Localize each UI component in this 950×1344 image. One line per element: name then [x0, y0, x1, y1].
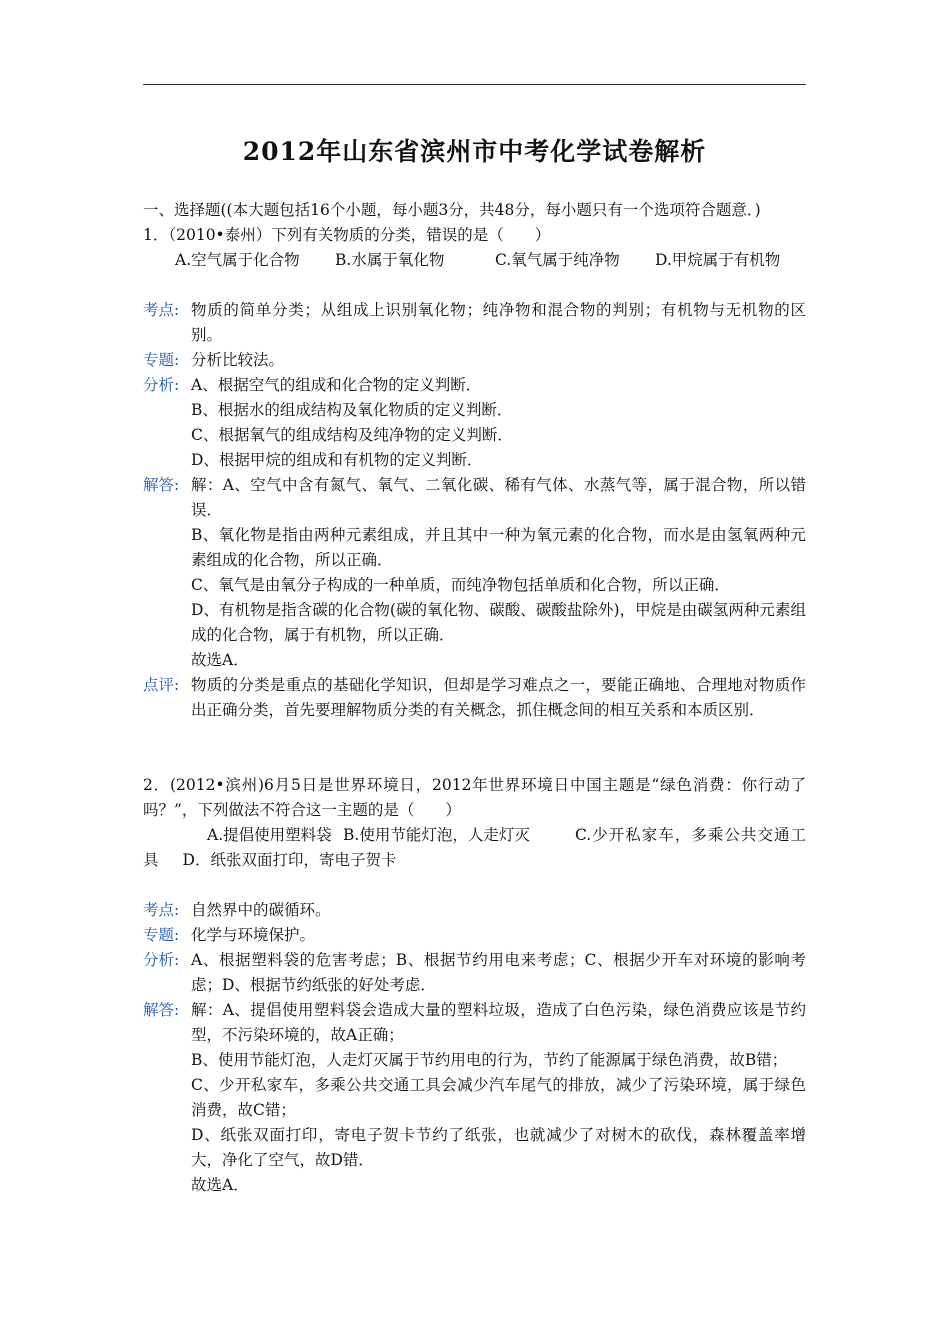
choice-c: C.氧气属于纯净物	[495, 251, 620, 269]
zhuanti-text: 分析比较法。	[191, 351, 285, 369]
fenxi-line: C、根据氧气的组成结构及纯净物的定义判断．	[191, 426, 513, 444]
fenxi-text: A、根据塑料袋的危害考虑；B、根据节约用电来考虑；C、根据少开车对环境的影响考虑；D、根据节约纸张的好处考虑．	[191, 951, 806, 994]
section-header: 一、选择题((本大题包括16个小题，每小题3分，共48分，每小题只有一个选项符合题意．)	[143, 201, 761, 219]
choice-b: B.水属于氧化物	[335, 251, 445, 269]
page-title: 2012年山东省滨州市中考化学试卷解析	[242, 137, 707, 166]
choice-c: C.少开私家车，多乘公共交通工具	[143, 826, 806, 869]
header-rule	[143, 84, 806, 85]
kaodian-label: 考点:	[143, 901, 180, 919]
jieda-line: C、氧气是由氧分子构成的一种单质，而纯净物包括单质和化合物，所以正确．	[191, 576, 730, 594]
q1-zhuanti	[143, 348, 806, 373]
question-2-stem: 2．(2012•滨州)6月5日是世界环境日，2012年世界环境日中国主题是“绿色消费：你行动了吗？”，下列做法不符合这一主题的是（ ）	[143, 776, 806, 819]
jieda-line: B、氧化物是指由两种元素组成，并且其中一种为氧元素的化合物，而水是由氢氧两种元素组成的化合物，所以正确．	[191, 526, 806, 569]
jieda-label: 解答:	[143, 476, 180, 494]
jieda-line: 解：A、提倡使用塑料袋会造成大量的塑料垃圾，造成了白色污染，绿色消费应该是节约型，不污染环境的，故A正确；	[191, 1001, 806, 1044]
zhuanti-text: 化学与环境保护。	[191, 926, 316, 944]
choice-a: A.提倡使用塑料袋	[207, 826, 332, 844]
zhuanti-label: 专题:	[143, 351, 180, 369]
jieda-line: C、少开私家车，多乘公共交通工具会减少汽车尾气的排放，减少了污染环境，属于绿色消费，故C错；	[191, 1076, 806, 1119]
question-1-stem: 1．（2010•泰州）下列有关物质的分类，错误的是（ ）	[143, 226, 551, 244]
dianping-label: 点评:	[143, 676, 180, 694]
q1-kaodian	[143, 298, 806, 348]
fenxi-line: A、根据空气的组成和化合物的定义判断．	[191, 376, 482, 394]
choice-b: B.使用节能灯泡，人走灯灭	[343, 826, 530, 844]
choice-d: D.甲烷属于有机物	[655, 251, 781, 269]
q2-jieda	[143, 998, 806, 1198]
q2-kaodian	[143, 898, 806, 923]
kaodian-label: 考点:	[143, 301, 180, 319]
jieda-line: B、使用节能灯泡，人走灯灭属于节约用电的行为，节约了能源属于绿色消费，故B错；	[191, 1051, 788, 1069]
jieda-line: 故选A．	[191, 1176, 249, 1194]
question-1-choices	[143, 248, 806, 273]
choice-a: A.空气属于化合物	[175, 251, 300, 269]
jieda-line: D、纸张双面打印，寄电子贺卡节约了纸张，也就减少了对树木的砍伐，森林覆盖率增大，净化了空气，故D错．	[191, 1126, 806, 1169]
fenxi-line: D、根据甲烷的组成和有机物的定义判断．	[191, 451, 483, 469]
choice-d: D．纸张双面打印，寄电子贺卡	[182, 851, 397, 869]
kaodian-text: 物质的简单分类；从组成上识别氧化物；纯净物和混合物的判别；有机物与无机物的区别。	[191, 301, 806, 344]
fenxi-label: 分析:	[143, 951, 180, 969]
q1-dianping	[143, 673, 806, 723]
q1-fenxi	[143, 373, 806, 473]
q2-zhuanti	[143, 923, 806, 948]
jieda-label: 解答:	[143, 1001, 180, 1019]
jieda-line: 故选A．	[191, 651, 249, 669]
zhuanti-label: 专题:	[143, 926, 180, 944]
q2-fenxi	[143, 948, 806, 998]
jieda-line: D、有机物是指含碳的化合物(碳的氧化物、碳酸、碳酸盐除外)，甲烷是由碳氢两种元素组成的化合物，属于有机物，所以正确．	[191, 601, 806, 644]
dianping-text: 物质的分类是重点的基础化学知识，但却是学习难点之一，要能正确地、合理地对物质作出正确分类，首先要理解物质分类的有关概念，抓住概念间的相互关系和本质区别．	[191, 676, 806, 719]
kaodian-text: 自然界中的碳循环。	[191, 901, 331, 919]
fenxi-line: B、根据水的组成结构及氧化物质的定义判断．	[191, 401, 513, 419]
jieda-line: 解：A、空气中含有氮气、氧气、二氧化碳、稀有气体、水蒸气等，属于混合物，所以错误．	[191, 476, 806, 519]
question-2-choices	[143, 823, 806, 873]
fenxi-label: 分析:	[143, 376, 180, 394]
q1-jieda	[143, 473, 806, 673]
document-body	[143, 198, 806, 1198]
